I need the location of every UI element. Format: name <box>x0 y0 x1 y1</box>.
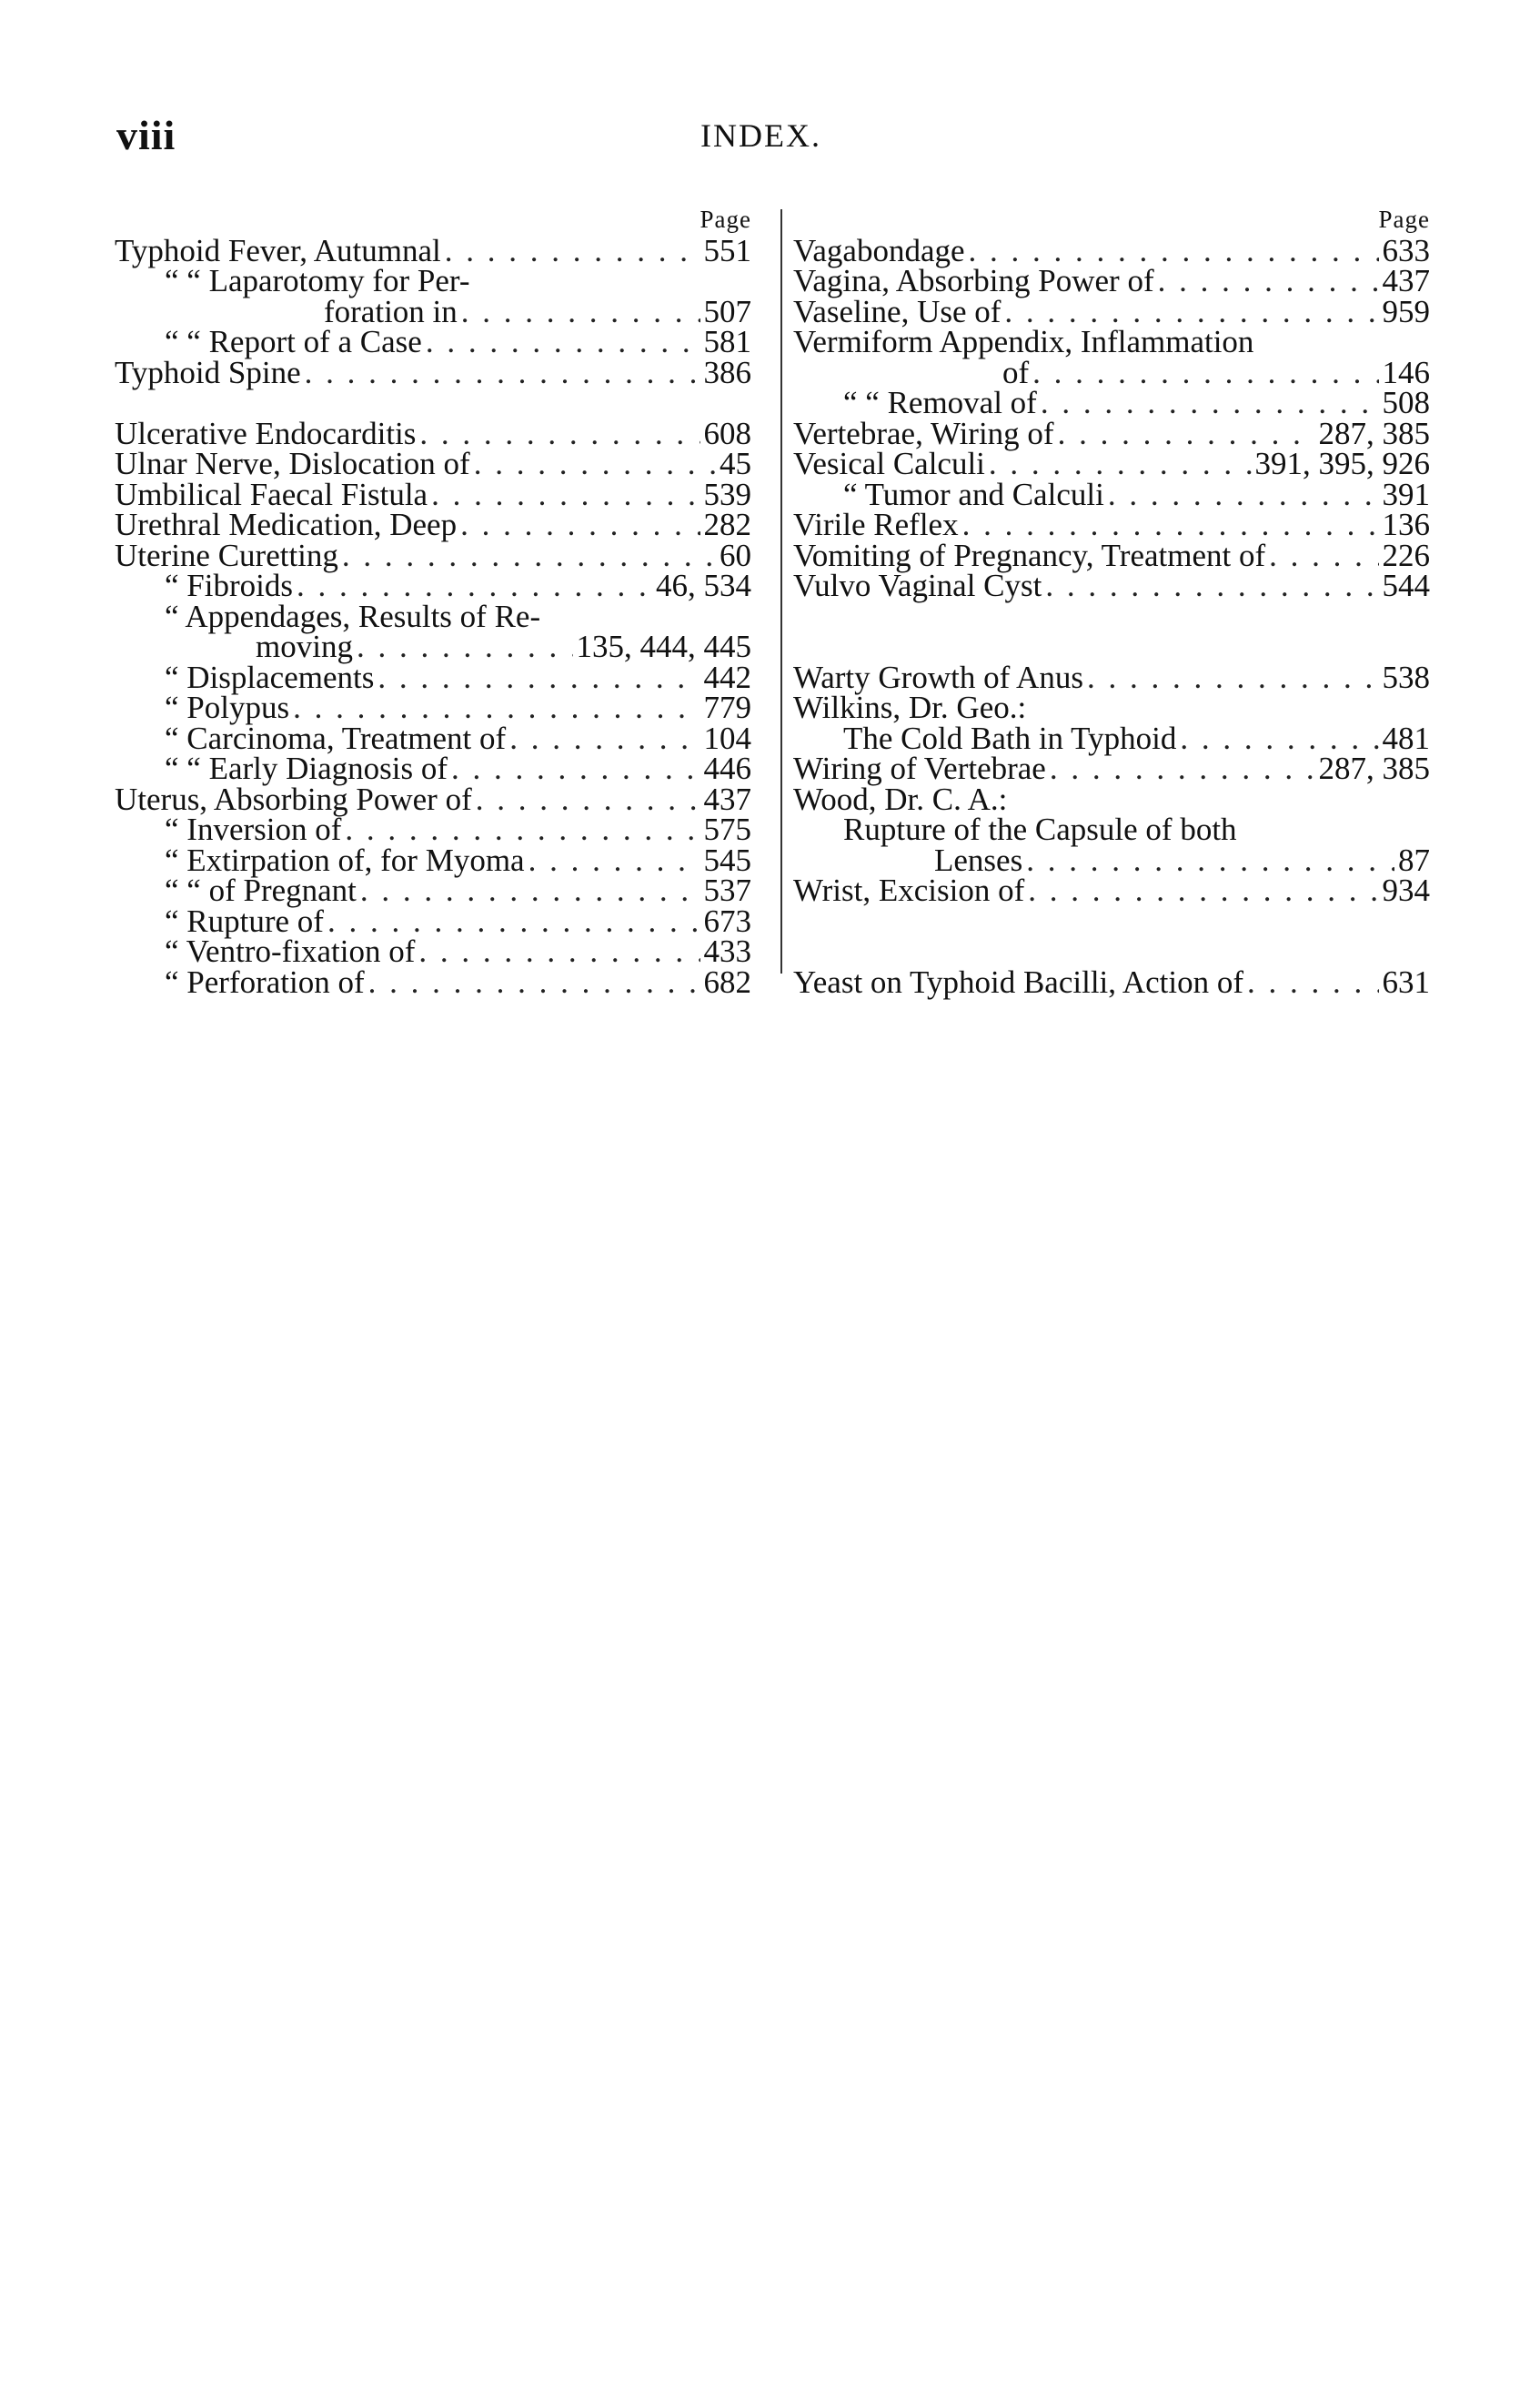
index-entry <box>115 964 751 1000</box>
index-entry-page: 538 <box>1382 659 1430 695</box>
index-entry <box>115 842 751 878</box>
index-entry-text: Urethral Medication, Deep <box>115 507 458 542</box>
index-entry-page: 437 <box>1382 263 1430 298</box>
index-entry <box>793 659 1430 695</box>
index-entry <box>793 354 1430 390</box>
index-entry-page: 226 <box>1382 537 1430 573</box>
index-entry-page: 442 <box>703 659 751 695</box>
index-entry-page: 287, 385 <box>1318 751 1430 786</box>
leader-dots <box>357 631 573 662</box>
index-entry-page: 551 <box>703 232 751 268</box>
index-entry <box>793 476 1430 512</box>
leader-dots <box>969 236 1379 267</box>
index-entry-page: 136 <box>1382 507 1430 542</box>
index-entry-text: Virile Reflex <box>793 507 959 542</box>
index-entry-page: 682 <box>703 964 751 1000</box>
index-entry <box>115 720 751 756</box>
index-entry-text: “ “ Removal of <box>843 385 1037 420</box>
leader-dots <box>460 510 700 540</box>
index-column-left <box>115 205 751 1000</box>
index-entry-text: Vagabondage <box>793 232 965 268</box>
index-entry <box>793 324 1430 359</box>
index-entry-text: “ Ventro-fixation of <box>165 934 416 969</box>
index-entry <box>793 964 1430 1000</box>
index-entry-text: “ Extirpation of, for Myoma <box>165 842 525 878</box>
index-entry-text: Umbilical Faecal Fistula <box>115 476 428 512</box>
index-entry-page: 391 <box>1382 476 1430 512</box>
leader-dots <box>1247 967 1378 998</box>
index-entry-page: 87 <box>1398 842 1430 878</box>
index-entry-text: “ Polypus <box>165 690 290 725</box>
index-entry <box>793 446 1430 481</box>
index-entry <box>115 507 751 542</box>
index-entry-text: The Cold Bath in Typhoid <box>843 720 1177 756</box>
index-entry-page: 537 <box>703 873 751 908</box>
leader-dots <box>360 875 700 906</box>
index-entry <box>115 537 751 573</box>
index-entry <box>793 537 1430 573</box>
index-entry-text: of <box>1002 354 1030 390</box>
index-entry-text: “ “ of Pregnant <box>165 873 357 908</box>
index-entry-text: “ Tumor and Calculi <box>843 476 1104 512</box>
page-number: viii <box>116 112 176 158</box>
leader-dots <box>1028 875 1378 906</box>
index-entry <box>793 936 1430 967</box>
index-entry-text: Uterus, Absorbing Power of <box>115 781 472 817</box>
index-entry-text: Vagina, Absorbing Power of <box>793 263 1154 298</box>
index-entry-page: 779 <box>703 690 751 725</box>
leader-dots <box>1269 540 1378 571</box>
index-entry <box>793 631 1430 662</box>
leader-dots <box>342 540 716 571</box>
leader-dots <box>1087 662 1379 693</box>
page-column-heading: Page <box>1378 206 1430 233</box>
index-entry-text: Ulcerative Endocarditis <box>115 415 417 451</box>
index-entry-text: “ Displacements <box>165 659 375 695</box>
index-entry-page: 544 <box>1382 568 1430 603</box>
index-entry-text: Typhoid Spine <box>115 354 301 390</box>
index-entry <box>115 781 751 817</box>
index-entry-text: “ Inversion of <box>165 812 342 847</box>
leader-dots <box>418 936 700 967</box>
index-entry-page: 282 <box>703 507 751 542</box>
index-entry <box>115 476 751 512</box>
index-entry <box>793 814 1430 845</box>
index-entry-page: 386 <box>703 354 751 390</box>
index-entry-text: Uterine Curetting <box>115 537 338 573</box>
index-entry <box>115 598 751 634</box>
index-entry-text: “ Rupture of <box>165 903 324 939</box>
index-entry-text: Wilkins, Dr. Geo.: <box>793 690 1027 725</box>
leader-dots <box>476 784 700 815</box>
index-entry <box>793 906 1430 937</box>
index-entry <box>793 293 1430 329</box>
index-entry <box>793 875 1430 906</box>
index-entry <box>793 781 1430 817</box>
leader-dots <box>528 845 700 876</box>
index-column-right <box>793 205 1430 1000</box>
index-entry-page: 481 <box>1382 720 1430 756</box>
leader-dots <box>419 419 700 449</box>
index-entry <box>793 692 1430 723</box>
index-entry-page: 45 <box>720 446 751 481</box>
index-entry <box>793 570 1430 601</box>
index-entry-text: Ulnar Nerve, Dislocation of <box>115 446 470 481</box>
index-entry-text: “ Carcinoma, Treatment of <box>165 720 507 756</box>
index-entry <box>793 232 1430 268</box>
index-entry-text: Vermiform Appendix, Inflammation <box>793 324 1254 359</box>
index-entry-text: moving <box>256 629 353 664</box>
index-entry <box>115 875 751 906</box>
index-entry-text: Warty Growth of Anus <box>793 659 1083 695</box>
index-entry <box>115 936 751 967</box>
index-entry-page: 959 <box>1382 293 1430 329</box>
leader-dots <box>989 449 1252 479</box>
index-entry-page: 446 <box>703 751 751 786</box>
index-entry-text: Wood, Dr. C. A.: <box>793 781 1008 817</box>
index-entry <box>793 385 1430 420</box>
index-entry <box>115 659 751 695</box>
index-entry-page: 508 <box>1382 385 1430 420</box>
index-entry <box>793 601 1430 632</box>
index-entry-list <box>115 232 751 1000</box>
index-entry-text: “ “ Early Diagnosis of <box>165 751 448 786</box>
running-title: INDEX. <box>700 117 821 154</box>
index-entry-text: Wrist, Excision of <box>793 873 1025 908</box>
leader-dots <box>426 327 700 358</box>
index-entry-page: 46, 534 <box>656 568 751 603</box>
index-entry <box>115 354 751 390</box>
leader-dots <box>431 479 700 510</box>
index-entry-text: “ Perforation of <box>165 964 365 1000</box>
index-entry-page: 539 <box>703 476 751 512</box>
index-entry-text: Vertebrae, Wiring of <box>793 415 1054 451</box>
index-entry <box>115 692 751 723</box>
index-entry <box>115 570 751 601</box>
leader-dots <box>305 358 700 389</box>
index-entry-page: 673 <box>703 903 751 939</box>
index-entry-text: Yeast on Typhoid Bacilli, Action of <box>793 964 1244 1000</box>
leader-dots <box>509 723 700 754</box>
index-entry-page: 391, 395, 926 <box>1254 446 1430 481</box>
index-entry-page: 545 <box>703 842 751 878</box>
index-entry-page: 633 <box>1382 232 1430 268</box>
index-entry-text: Vaseline, Use of <box>793 293 1002 329</box>
index-entry-page: 433 <box>703 934 751 969</box>
index-entry <box>115 903 751 939</box>
leader-dots <box>1108 479 1379 510</box>
leader-dots <box>1158 266 1379 297</box>
index-entry-list <box>793 232 1430 1000</box>
index-entry-text: Vesical Calculi <box>793 446 985 481</box>
index-entry-text: “ “ Laparotomy for Per- <box>165 263 470 298</box>
index-entry <box>793 720 1430 756</box>
leader-dots <box>297 570 652 601</box>
index-entry-text: foration in <box>324 293 458 329</box>
leader-dots <box>1032 358 1378 389</box>
index-entry <box>115 232 751 268</box>
index-entry-page: 581 <box>703 324 751 359</box>
leader-dots <box>451 753 700 784</box>
column-divider <box>780 209 782 974</box>
index-entry <box>115 631 751 662</box>
index-entry-page: 146 <box>1382 354 1430 390</box>
leader-dots <box>1058 419 1315 449</box>
index-entry <box>115 753 751 784</box>
index-entry <box>115 446 751 481</box>
leader-dots <box>327 906 700 937</box>
leader-dots <box>1180 723 1378 754</box>
index-entry-text: Rupture of the Capsule of both <box>843 812 1237 847</box>
index-entry <box>115 293 751 329</box>
leader-dots <box>461 297 700 328</box>
leader-dots <box>962 510 1379 540</box>
index-entry-page: 934 <box>1382 873 1430 908</box>
index-entry-page: 575 <box>703 812 751 847</box>
index-entry-page: 608 <box>703 415 751 451</box>
page-column-heading: Page <box>700 206 751 233</box>
index-entry-page: 135, 444, 445 <box>576 629 751 664</box>
leader-dots <box>1050 753 1315 784</box>
leader-dots <box>293 692 700 723</box>
index-entry-text: Vomiting of Pregnancy, Treatment of <box>793 537 1266 573</box>
index-entry <box>115 324 751 359</box>
leader-dots <box>345 814 700 845</box>
leader-dots <box>1041 388 1379 419</box>
leader-dots <box>1045 570 1378 601</box>
index-entry <box>793 415 1430 451</box>
index-entry-text: Wiring of Vertebrae <box>793 751 1046 786</box>
index-entry-page: 287, 385 <box>1318 415 1430 451</box>
index-entry-text: “ Fibroids <box>165 568 293 603</box>
index-entry-page: 104 <box>703 720 751 756</box>
index-entry-page: 507 <box>703 293 751 329</box>
leader-dots <box>1026 845 1394 876</box>
leader-dots <box>368 967 700 998</box>
leader-dots <box>1004 297 1378 328</box>
leader-dots <box>474 449 716 479</box>
index-entry <box>793 263 1430 298</box>
index-entry-page: 60 <box>720 537 751 573</box>
index-entry <box>115 415 751 451</box>
index-entry-text: Vulvo Vaginal Cyst <box>793 568 1042 603</box>
index-entry <box>115 263 751 298</box>
index-entry <box>793 507 1430 542</box>
leader-dots <box>377 662 700 693</box>
index-entry-text: “ “ Report of a Case <box>165 324 422 359</box>
index-entry-text: “ Appendages, Results of Re- <box>165 598 541 634</box>
index-entry <box>115 388 751 419</box>
index-entry <box>793 842 1430 878</box>
index-entry-text: Typhoid Fever, Autumnal <box>115 232 441 268</box>
index-entry <box>793 753 1430 784</box>
index-entry-text: Lenses <box>934 842 1023 878</box>
leader-dots <box>445 236 700 267</box>
index-entry-page: 437 <box>703 781 751 817</box>
index-entry-page: 631 <box>1382 964 1430 1000</box>
index-entry <box>115 814 751 845</box>
